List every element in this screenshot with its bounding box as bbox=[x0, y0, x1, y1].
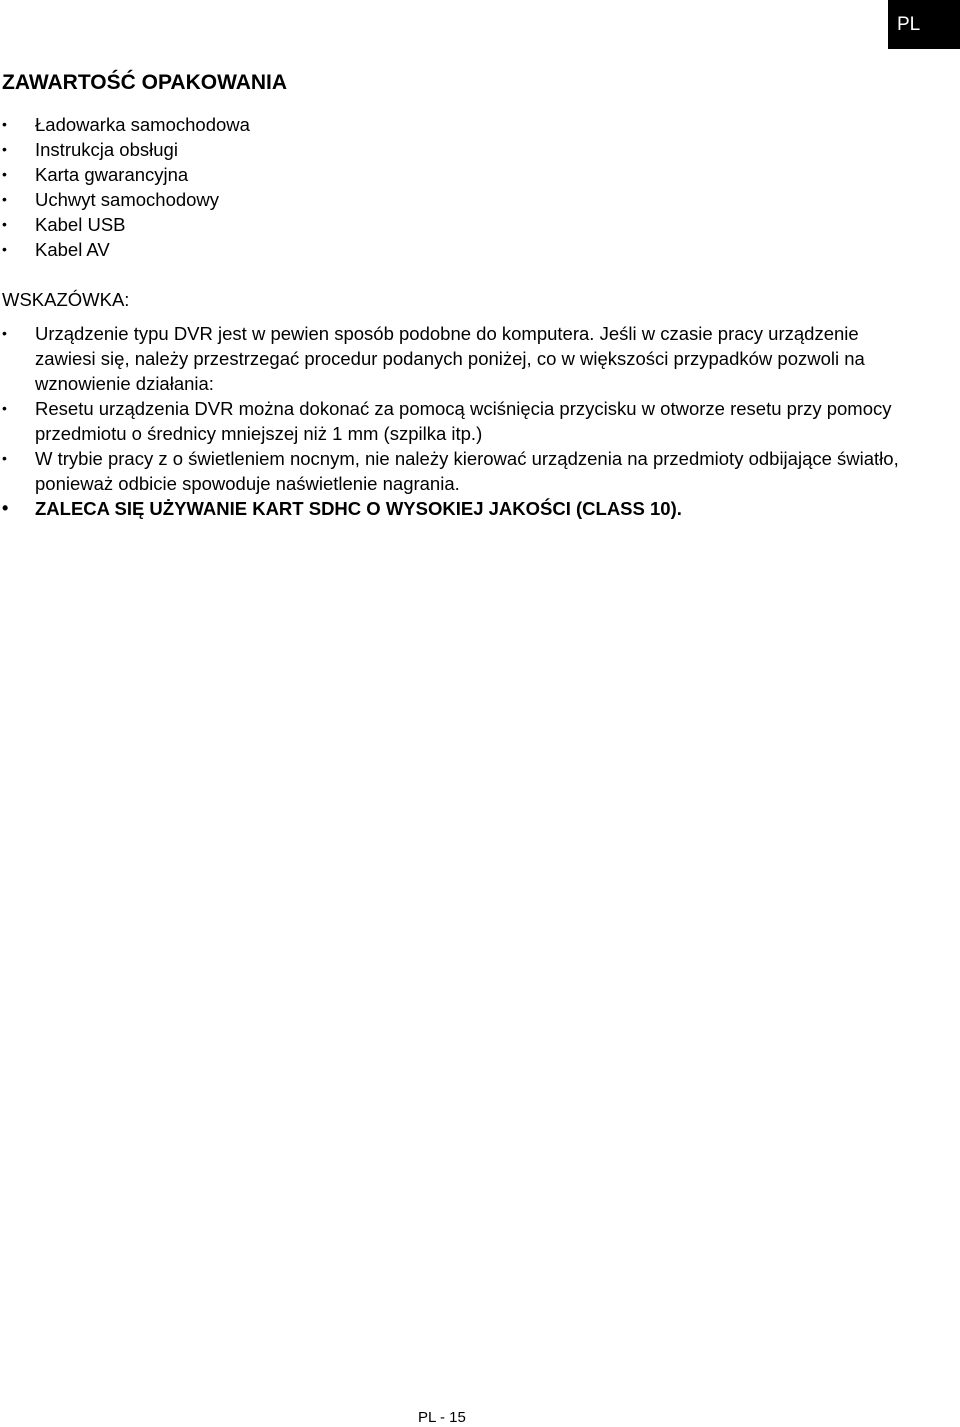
language-tab: PL bbox=[888, 0, 960, 49]
bullet-icon: • bbox=[2, 498, 9, 518]
list-item-text: Kabel AV bbox=[35, 239, 110, 260]
bullet-icon: • bbox=[2, 241, 7, 257]
bullet-icon: • bbox=[2, 325, 7, 341]
package-contents-list bbox=[0, 112, 250, 262]
list-item bbox=[0, 162, 250, 187]
list-item-text: Kabel USB bbox=[35, 214, 126, 235]
list-item bbox=[0, 212, 250, 237]
package-contents-heading: ZAWARTOŚĆ OPAKOWANIA bbox=[2, 71, 288, 94]
notes-list bbox=[0, 321, 900, 521]
bullet-icon: • bbox=[2, 400, 7, 416]
note-item bbox=[0, 446, 900, 496]
bullet-icon: • bbox=[2, 191, 7, 207]
list-item bbox=[0, 237, 250, 262]
page-number: PL - 15 bbox=[418, 1409, 466, 1426]
note-item-emphasis bbox=[0, 496, 900, 521]
note-heading: WSKAZÓWKA: bbox=[2, 289, 130, 310]
bullet-icon: • bbox=[2, 141, 7, 157]
list-item-text: Instrukcja obsługi bbox=[35, 139, 178, 160]
list-item-text: Ładowarka samochodowa bbox=[35, 114, 250, 135]
note-item bbox=[0, 321, 900, 396]
note-item-text: Urządzenie typu DVR jest w pewien sposób podobne do komputera. Jeśli w czasie pracy urządzenie zawiesi się, należy przestrzegać procedur podanych poniżej, co w większości przypadków pozwoli na wznowienie działania: bbox=[35, 323, 865, 394]
list-item bbox=[0, 187, 250, 212]
list-item-text: Karta gwarancyjna bbox=[35, 164, 189, 185]
note-item-text: Resetu urządzenia DVR można dokonać za pomocą wciśnięcia przycisku w otworze resetu przy pomocy przedmiotu o średnicy mniejszej niż 1 mm (szpilka itp.) bbox=[35, 398, 892, 444]
bullet-icon: • bbox=[2, 166, 7, 182]
bullet-icon: • bbox=[2, 450, 7, 466]
note-item-text: ZALECA SIĘ UŻYWANIE KART SDHC O WYSOKIEJ JAKOŚCI (CLASS 10). bbox=[35, 498, 682, 519]
list-item bbox=[0, 112, 250, 137]
list-item-text: Uchwyt samochodowy bbox=[35, 189, 220, 210]
note-item-text: W trybie pracy z o świetleniem nocnym, nie należy kierować urządzenia na przedmioty odbijające światło, ponieważ odbicie spowoduje naświetlenie nagrania. bbox=[35, 448, 899, 494]
list-item bbox=[0, 137, 250, 162]
bullet-icon: • bbox=[2, 116, 7, 132]
bullet-icon: • bbox=[2, 216, 7, 232]
note-item bbox=[0, 396, 900, 446]
